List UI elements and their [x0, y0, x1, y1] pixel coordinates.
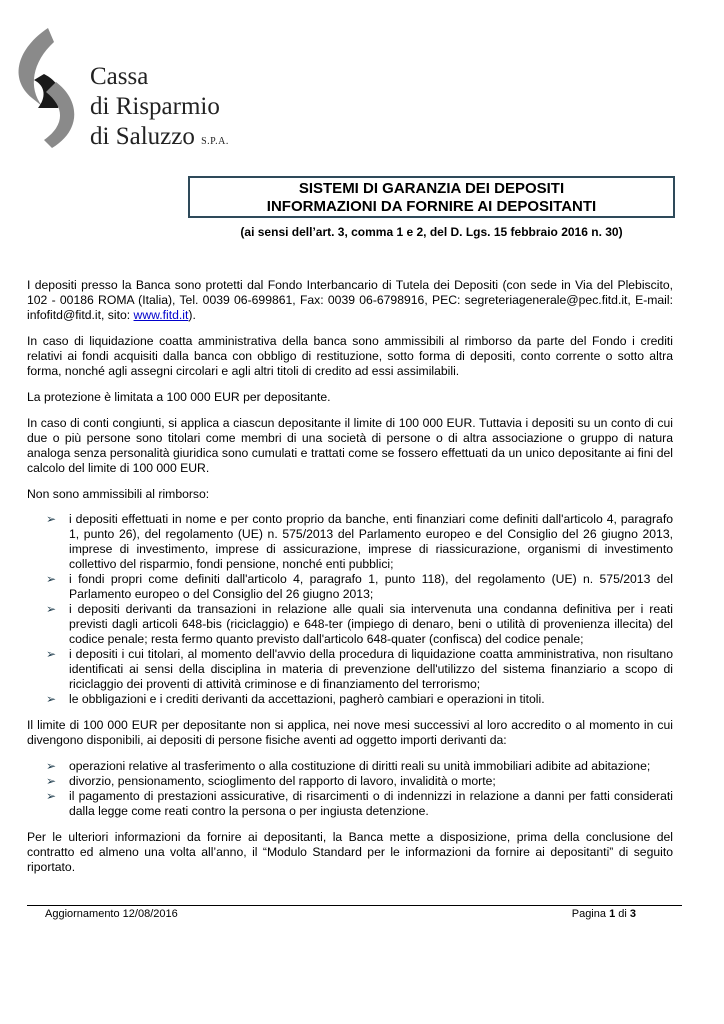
not-eligible-list [27, 512, 673, 707]
page-total: 3 [629, 908, 636, 920]
paragraph-fund-end: ). [188, 308, 196, 322]
title-box [188, 176, 675, 218]
arrow-bullet-icon: ➢ [46, 692, 57, 706]
list-item [27, 789, 673, 819]
exception-list [27, 759, 673, 819]
paragraph-fund-text: I depositi presso la Banca sono protetti dal Fondo Interbancario di Tutela dei Depositi (con sede in Via del Plebiscito, 102 - 00186 ROMA (Italia), Tel. 0039 06-699861, Fax: 0039 06-6798916, PEC: segreteriagenerale@pec.fitd.it, E-mail: infofitd@fitd.it, sito: [27, 278, 673, 322]
fitd-website-link[interactable]: www.fitd.it [133, 308, 189, 322]
document-body [27, 278, 673, 886]
list-item [27, 647, 673, 692]
footer-page-number [572, 908, 636, 920]
paragraph-not-eligible: Non sono ammissibili al rimborso: [27, 487, 210, 501]
list-item [27, 759, 673, 774]
logo-mark-icon [8, 26, 88, 150]
bank-logo [8, 26, 248, 150]
paragraph-protection-limit: La protezione è limitata a 100 000 EUR per depositante. [27, 390, 331, 404]
list-item [27, 602, 673, 647]
list-item-text: le obbligazioni e i crediti derivanti da accettazioni, pagherò cambiari e operazioni in titoli. [69, 692, 545, 706]
subtitle: (ai sensi dell’art. 3, comma 1 e 2, del D. Lgs. 15 febbraio 2016 n. 30) [240, 225, 623, 239]
page-current: 1 [609, 908, 616, 920]
paragraph-fund-info [27, 278, 673, 323]
page-label: Pagina [571, 908, 606, 920]
title-line-1: SISTEMI DI GARANZIA DEI DEPOSITI [298, 180, 565, 197]
list-item [27, 692, 673, 707]
title-line-2: INFORMAZIONI DA FORNIRE AI DEPOSITANTI [266, 198, 597, 215]
brand-name [90, 62, 229, 157]
paragraph-further-info: Per le ulteriori informazioni da fornire ai depositanti, la Banca mette a disposizione, prima della conclusione del contratto ed almeno una volta all’anno, il “Modulo Standard per le informazioni da fornire ai depositanti” di seguito riportato. [27, 830, 673, 874]
paragraph-liquidation: In caso di liquidazione coatta amministrativa della banca sono ammissibili al rimborso da parte del Fondo i crediti relativi ai fondi acquisiti dalla banca con obbligo di restituzione, sotto forma di depositi, conto corrente o sotto altra forma, nonché agli assegni circolari e agli altri titoli di credito ad essi assimilabili. [27, 334, 673, 378]
arrow-bullet-icon: ➢ [46, 789, 57, 803]
list-item-text: divorzio, pensionamento, scioglimento del rapporto di lavoro, invalidità o morte; [69, 774, 496, 788]
arrow-bullet-icon: ➢ [46, 647, 57, 661]
arrow-bullet-icon: ➢ [46, 602, 57, 616]
paragraph-joint-accounts: In caso di conti congiunti, si applica a ciascun depositante il limite di 100 000 EUR. Tuttavia i depositi su un conto di cui due o più persone sono titolari come membri di una società di persone o di altra associazione o gruppo di natura analoga senza personalità giuridica sono cumulati e trattati come se fossero effettuati da un unico depositante ai fini del calcolo del limite di 100 000 EUR. [27, 416, 673, 475]
list-item [27, 512, 673, 572]
list-item-text: i depositi i cui titolari, al momento dell'avvio della procedura di liquidazione coatta amministrativa, non risultano identificati ai sensi della disciplina in materia di prevenzione dell'utilizzo del sistema finanziario a scopo di riciclaggio dei proventi di attività criminose e di finanziamento del terrorismo; [69, 647, 673, 691]
paragraph-limit-exception: Il limite di 100 000 EUR per depositante non si applica, nei nove mesi successivi al loro accredito o al momento in cui divengono disponibili, ai depositi di persone fisiche aventi ad oggetto importi derivanti da: [27, 718, 673, 747]
brand-line-1: Cassa [90, 63, 149, 90]
footer-divider [27, 905, 682, 906]
footer-update-date: Aggiornamento 12/08/2016 [45, 908, 178, 920]
brand-line-2: di Risparmio [90, 93, 220, 120]
list-item [27, 572, 673, 602]
brand-line-3: di Saluzzo [90, 123, 195, 150]
list-item-text: il pagamento di prestazioni assicurative, di risarcimenti o di indennizzi in relazione a danni per fatti considerati dalla legge come reati contro la persona o per ingiusta detenzione. [69, 789, 673, 818]
arrow-bullet-icon: ➢ [46, 774, 57, 788]
page-of: di [618, 908, 627, 920]
arrow-bullet-icon: ➢ [46, 572, 57, 586]
list-item-text: i depositi derivanti da transazioni in relazione alle quali sia intervenuta una condanna definitiva per i reati previsti dagli articoli 648-bis (riciclaggio) e 648-ter (impiego di denaro, beni o utilità di provenienza illecita) del codice penale; resta fermo quanto previsto dall'articolo 648-quater (confisca) del codice penale; [69, 602, 673, 646]
arrow-bullet-icon: ➢ [46, 759, 57, 773]
list-item-text: i depositi effettuati in nome e per conto proprio da banche, enti finanziari come definiti dall'articolo 4, paragrafo 1, punto 26), del regolamento (UE) n. 575/2013 del Parlamento europeo e del Consiglio del 26 giugno 2013, imprese di investimento, imprese di assicurazione, imprese di riassicurazione, organismi di investimento collettivo del risparmio, fondi pensione, nonché enti pubblici; [69, 512, 673, 571]
list-item-text: i fondi propri come definiti dall'articolo 4, paragrafo 1, punto 118), del regolamento (UE) n. 575/2013 del Parlamento europeo o del Consiglio del 26 giugno 2013; [69, 572, 673, 601]
list-item [27, 774, 673, 789]
brand-suffix: S.P.A. [201, 136, 229, 147]
list-item-text: operazioni relative al trasferimento o alla costituzione di diritti reali su unità immobiliari adibite ad abitazione; [69, 759, 651, 773]
arrow-bullet-icon: ➢ [46, 512, 57, 526]
